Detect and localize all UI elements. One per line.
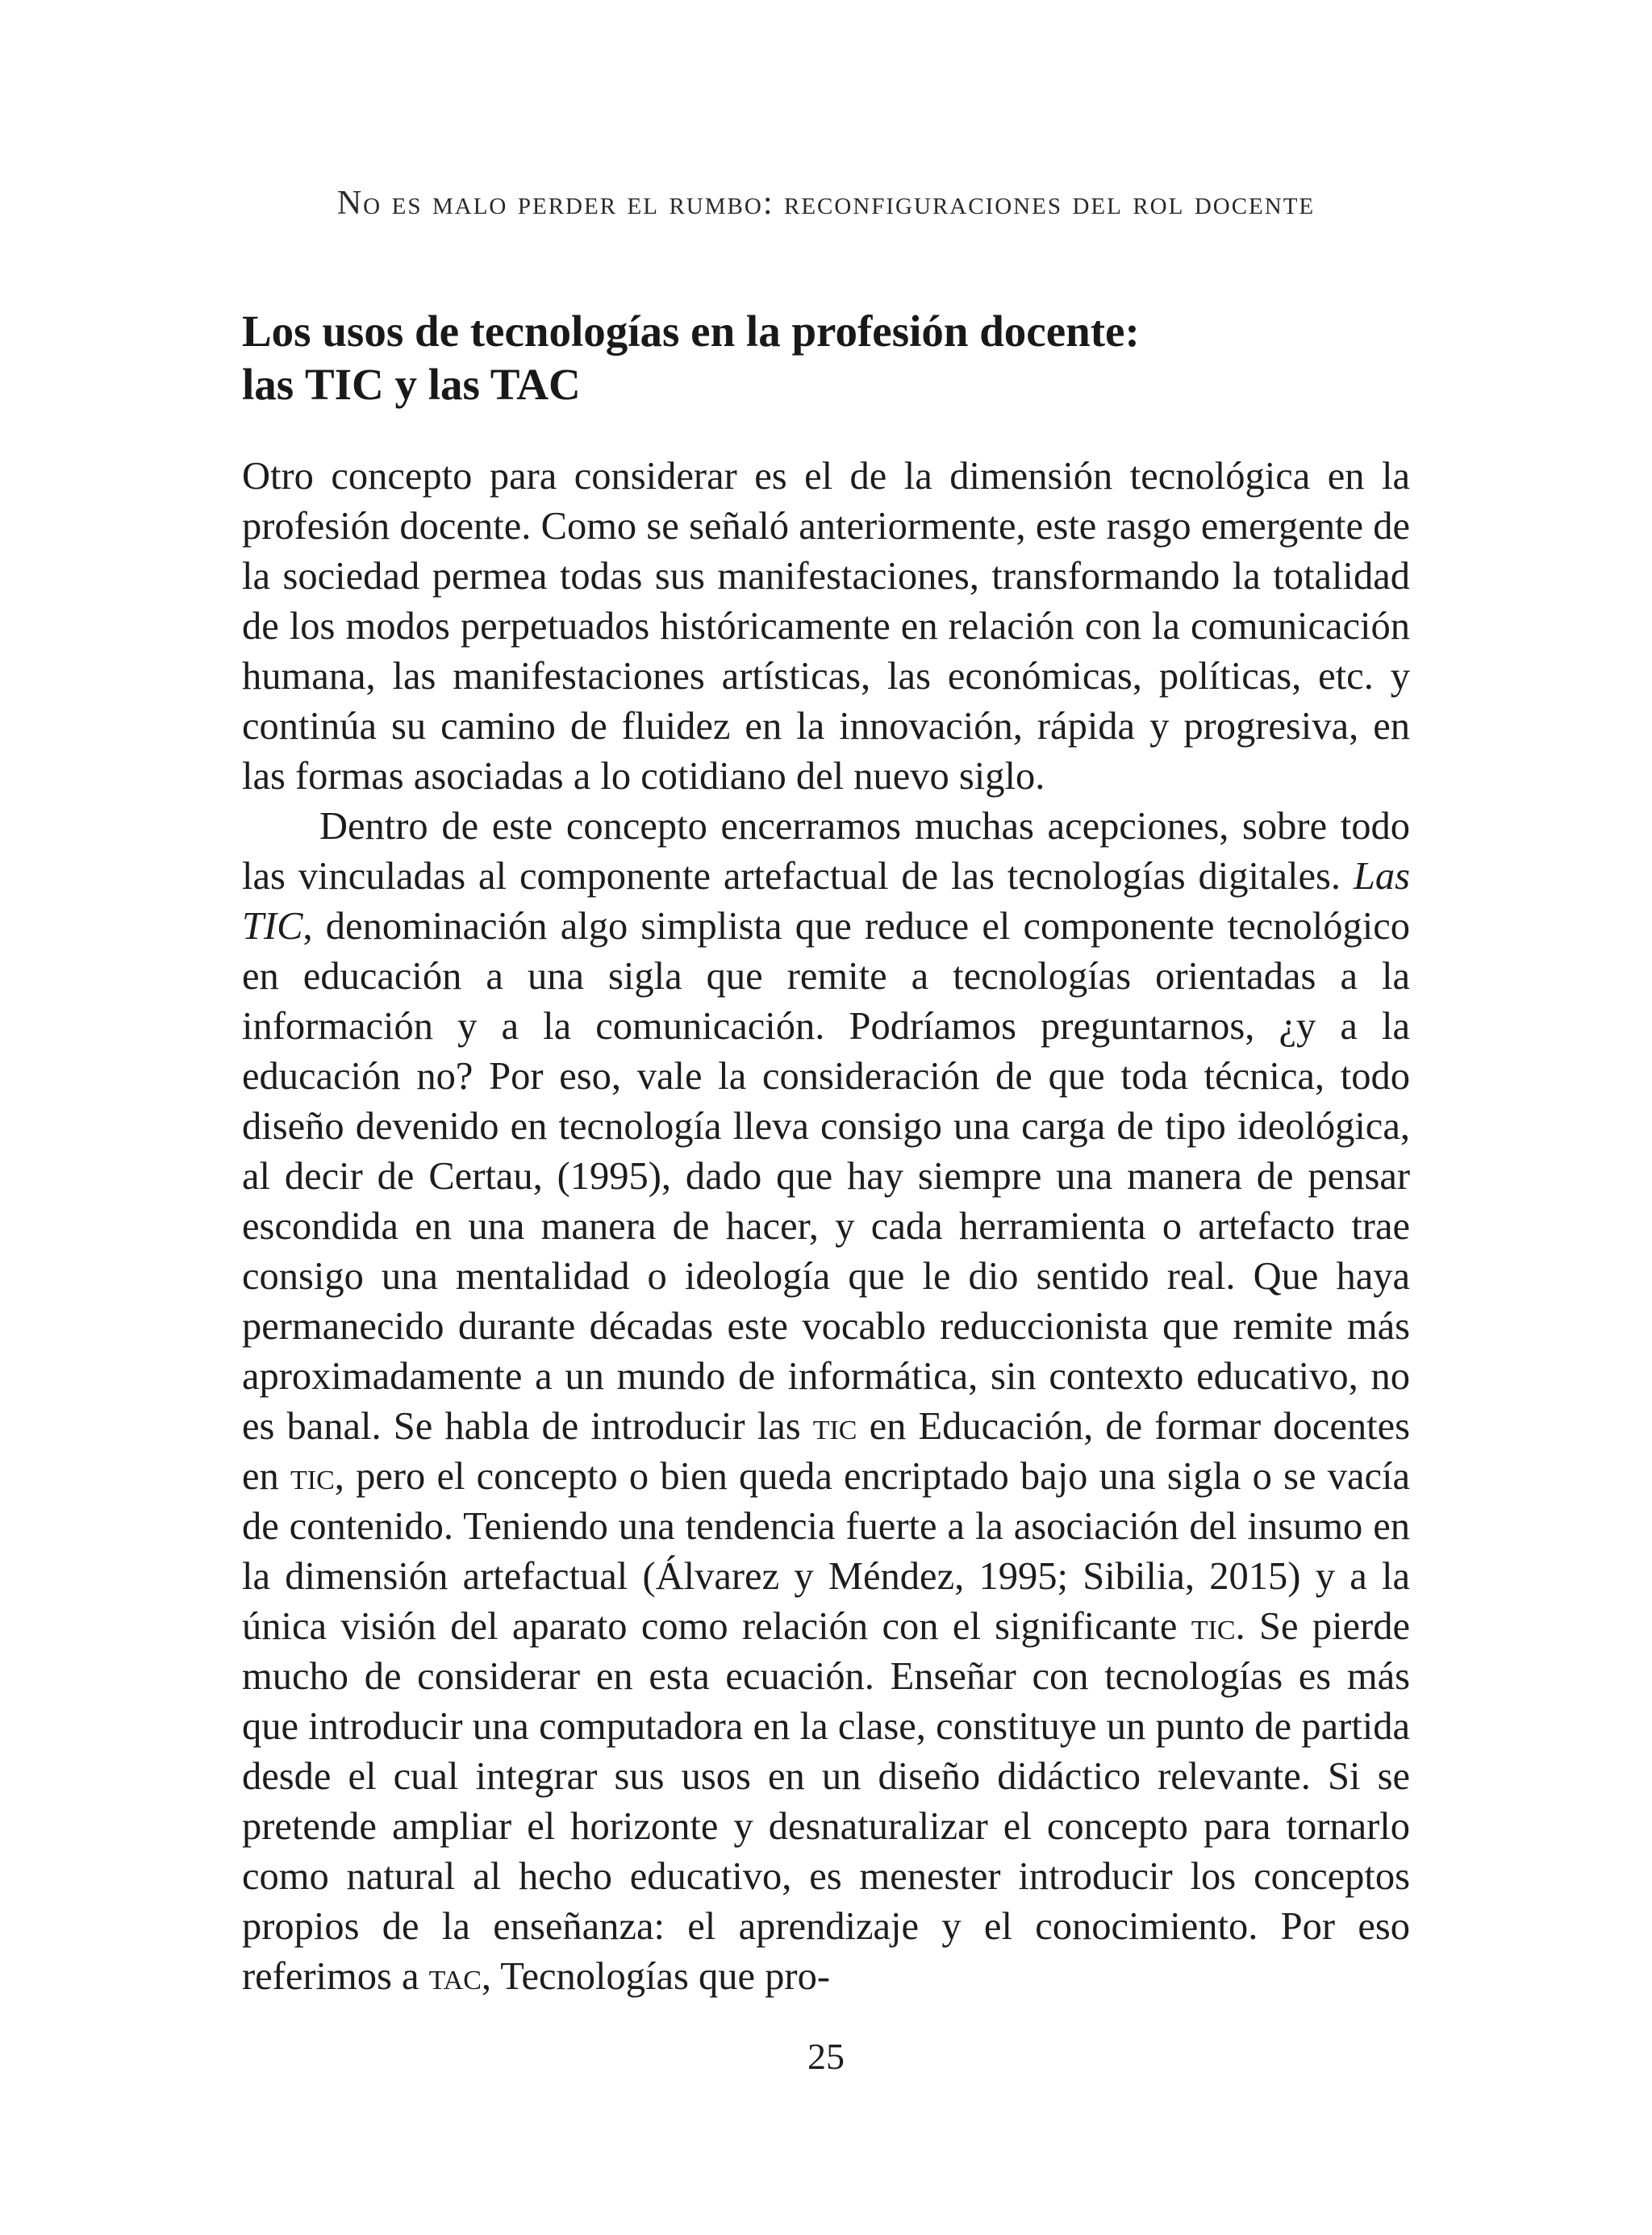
text-run: , pero el concepto o bien queda encriptado bajo una sigla o se vacía de contenido. Teniendo una tendencia fuerte a la asociación del insumo en la dimensión artefactual (Álvarez y Méndez, 1995; Sibilia, 2015) y a la única visión del aparato como relación con el significante (242, 1455, 1410, 1648)
text-run: , Tecnologías que pro- (481, 1955, 830, 1998)
paragraph: Otro concepto para considerar es el de la dimensión tecnológica en la profesión docente. Como se señaló anteriormente, este rasgo emergente de la sociedad permea todas sus manifestaciones, transformando la totalidad de los modos perpetuados históricamente en relación con la comunicación humana, las manifestaciones artísticas, las económicas, políticas, etc. y continúa su camino de fluidez en la innovación, rápida y progresiva, en las formas asociadas a lo cotidiano del nuevo siglo. (242, 455, 1410, 798)
body-text (242, 452, 1410, 2002)
acronym-tic: tic (290, 1455, 335, 1498)
section-title-line-1: Los usos de tecnologías en la profesión docente: (242, 306, 1140, 356)
italic-text: Las TIC (242, 855, 1410, 948)
running-head: No es malo perder el rumbo: reconfiguraciones del rol docente (336, 185, 1316, 222)
text-run: , denominación algo simplista que reduce el componente tecnológico en educación a una sigla que remite a tecnologías orientadas a la información y a la comunicación. Podríamos preguntarnos, ¿y a la educación no? Por eso, vale la consideración de que toda técnica, todo diseño devenido en tecnología lleva consigo una carga de tipo ideológica, al decir de Certau, (1995), dado que hay siempre una manera de pensar escondida en una manera de hacer, y cada herramienta o artefacto trae consigo una mentalidad o ideología que le dio sentido real. Que haya permanecido durante décadas este vocablo reduccionista que remite más aproximadamente a un mundo de informática, sin contexto educativo, no es banal. Se habla de introducir las (242, 905, 1410, 1448)
section-title-text: las (242, 360, 305, 409)
page-number: 25 (807, 2036, 845, 2077)
acronym-tac: TAC (490, 360, 581, 409)
text-run: Dentro de este concepto encerramos muchas acepciones, sobre todo las vinculadas al componente artefactual de las tecnologías digitales. (242, 805, 1410, 898)
paragraph (242, 802, 1410, 2002)
acronym-tic: TIC (304, 360, 384, 409)
section-title-text: y las (383, 360, 490, 409)
acronym-tic: tic (812, 1405, 857, 1448)
text-run: en Educación, de formar docentes en (242, 1405, 1410, 1498)
text-run: . Se pierde mucho de considerar en esta ecuación. Enseñar con tecnologías es más que introducir una computadora en la clase, constituye un punto de partida desde el cual integrar sus usos en un diseño didáctico relevante. Si se pretende ampliar el horizonte y desnaturalizar el concepto para tornarlo como natural al hecho educativo, es menester introducir los conceptos propios de la enseñanza: el aprendizaje y el conocimiento. Por eso referimos a (242, 1605, 1410, 1998)
section-title-line-2 (242, 358, 1436, 411)
acronym-tic: tic (1191, 1605, 1236, 1648)
acronym-tac: tac (428, 1955, 482, 1998)
section-title (242, 305, 1436, 411)
